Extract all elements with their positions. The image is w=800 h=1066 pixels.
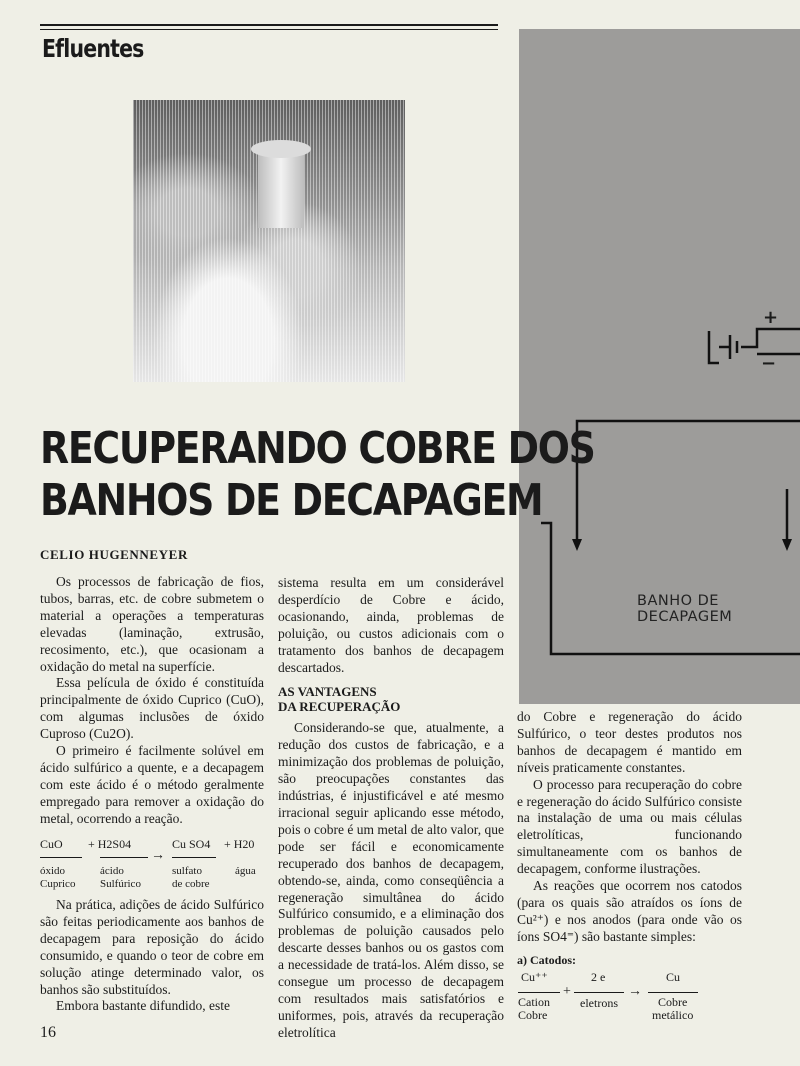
eq2-term-electrons: 2 e: [591, 970, 606, 984]
eq2-term-cu: Cu: [666, 970, 681, 984]
eq1-name-line: Cuprico: [40, 878, 76, 890]
eq1-name-cuso4: [172, 865, 210, 891]
eq1-name-cuo: [40, 865, 75, 891]
battery-wire-left: [709, 331, 719, 363]
column-3: [517, 709, 742, 969]
eq1-name-line: de cobre: [172, 878, 210, 890]
subheading-line1: AS VANTAGENS: [278, 684, 377, 700]
page-number: 16: [40, 1024, 56, 1041]
column-1-continued: [40, 897, 264, 1015]
diagram-label: [637, 593, 732, 625]
plus-sign: +: [763, 307, 779, 328]
eq2-name-electrons: eletrons: [580, 996, 618, 1010]
diagram-label-line2: DECAPAGEM: [637, 609, 733, 625]
eq2-name-line: Cation: [518, 995, 550, 1009]
catodos-label: a) Catodos:: [517, 952, 576, 967]
paragraph: O processo para recuperação do cobre e regeneração do ácido Sulfúrico consiste na instalação de uma ou mais células eletrolíticas, funcionando simultaneamente com os banhos de decapagem, conforme ilustrações.: [517, 776, 742, 877]
eq1-name-line: óxido: [40, 865, 66, 877]
article-photo: [133, 100, 405, 382]
eq2-name-line: metálico: [652, 1008, 694, 1022]
paragraph: As reações que ocorrem nos catodos (para os quais são atraídos os íons de Cu²⁺) e nos anodos (para onde vão os íons SO4⁼) são bastante simples:: [517, 878, 742, 944]
article-title: [40, 423, 595, 527]
column-1: [40, 574, 264, 828]
header-rule-thin: [40, 29, 498, 30]
eq2-name-copper: [652, 996, 693, 1022]
paragraph: Embora bastante difundido, este: [56, 998, 230, 1014]
title-line1: RECUPERANDO COBRE DOS: [40, 423, 595, 474]
eq1-line: [100, 857, 148, 858]
eq2-plus: +: [563, 984, 571, 999]
pipe-body: [258, 148, 304, 228]
eq2-line: [518, 992, 560, 993]
eq1-term-cuo: CuO: [40, 837, 63, 851]
paragraph: sistema resulta em um considerável desperdício de Cobre e ácido, ocasionando, ainda, problemas de poluição, ou custos adicionais com o tratamento dos banhos de decapagem descartados.: [278, 575, 504, 675]
eq1-name-line: ácido: [100, 865, 124, 877]
eq1-name-h2so4: [100, 865, 141, 891]
paragraph: Considerando-se que, atualmente, a redução dos custos de fabricação, e a minimização dos problemas de poluição, são preocupações constantes das indústrias, é injustificável e até mesmo irracional seguir aplicando esse método, pois o cobre é um metal de alto valor, que pode ser fácil e economicamente recuperado dos banhos de decapagem, obtendo-se, ainda, como conseqüência a regeneração simultânea do ácido Sulfúrico consumido, e a eliminação dos problemas de poluição causados pelo descarte desses banhos ou os gastos com a necessidade de tratá-los. Além disso, se consegue um processo de decapagem com resultados mais satisfatórios e uniformes, pois, através da recuperação eletrolítica: [278, 720, 504, 1040]
battery-wire-top: [741, 329, 800, 347]
subheading: [278, 684, 504, 714]
eq2-name-cation: [518, 996, 550, 1022]
eq1-term-cuso4: Cu SO4: [172, 837, 211, 851]
eq2-name-line: Cobre: [518, 1008, 548, 1022]
eq2-arrow: →: [628, 984, 642, 999]
eq1-term-h2o: + H20: [224, 837, 255, 851]
pipe-outlet: [251, 140, 311, 158]
paragraph: O primeiro é facilmente solúvel em ácido sulfúrico a quente, e a decapagem com este ácido é o método geralmente empregado para remover a oxidação do metal, ocorrendo a reação.: [40, 743, 264, 826]
eq1-name-line: sulfato: [172, 865, 202, 877]
minus-sign: −: [761, 353, 777, 374]
anode-arrow: [782, 539, 792, 551]
eq1-line: [172, 857, 216, 858]
eq1-line: [40, 857, 82, 858]
eq1-arrow: →: [151, 848, 165, 863]
eq1-name-line: Sulfúrico: [100, 878, 141, 890]
paragraph: Os processos de fabricação de fios, tubos, barras, etc. de cobre submetem o material a operações a temperaturas elevadas (laminação, extrusão, recosimento, etc.), que ocasionam a oxidação do metal na superfície.: [40, 574, 264, 674]
subheading-line2: DA RECUPERAÇÃO: [278, 699, 401, 715]
eq2-name-line: Cobre: [658, 995, 688, 1009]
cathode-arrow: [572, 539, 582, 551]
paragraph: Essa película de óxido é constituída principalmente de óxido Cuprico (CuO), com algumas inclusões de óxido Cuproso (Cu2O).: [40, 675, 264, 742]
eq2-term-cu-ion: Cu⁺⁺: [521, 970, 548, 984]
diagram-label-line1: BANHO DE: [637, 593, 719, 609]
eq1-name-h2o: água: [235, 865, 256, 877]
title-line2: BANHOS DE DECAPAGEM: [40, 475, 543, 526]
eq2-line: [574, 992, 624, 993]
electrode-wire: [577, 421, 800, 539]
author-byline: CELIO HUGENNEYER: [40, 547, 188, 562]
eq2-line: [648, 992, 698, 993]
header-rule-thick: [40, 24, 498, 26]
eq1-term-h2so4: + H2S04: [88, 837, 132, 851]
column-2: [278, 575, 504, 1042]
paragraph: do Cobre e regeneração do ácido Sulfúrico, o teor destes produtos nos banhos de decapagem é mantido em níveis praticamente constantes.: [517, 709, 742, 775]
paragraph: Na prática, adições de ácido Sulfúrico são feitas periodicamente aos banhos de decapagem para reposição do ácido consumido, e quando o teor de cobre em solução atinge determinado valor, os banhos são substituídos.: [40, 897, 264, 997]
section-name: Efluentes: [42, 34, 144, 63]
